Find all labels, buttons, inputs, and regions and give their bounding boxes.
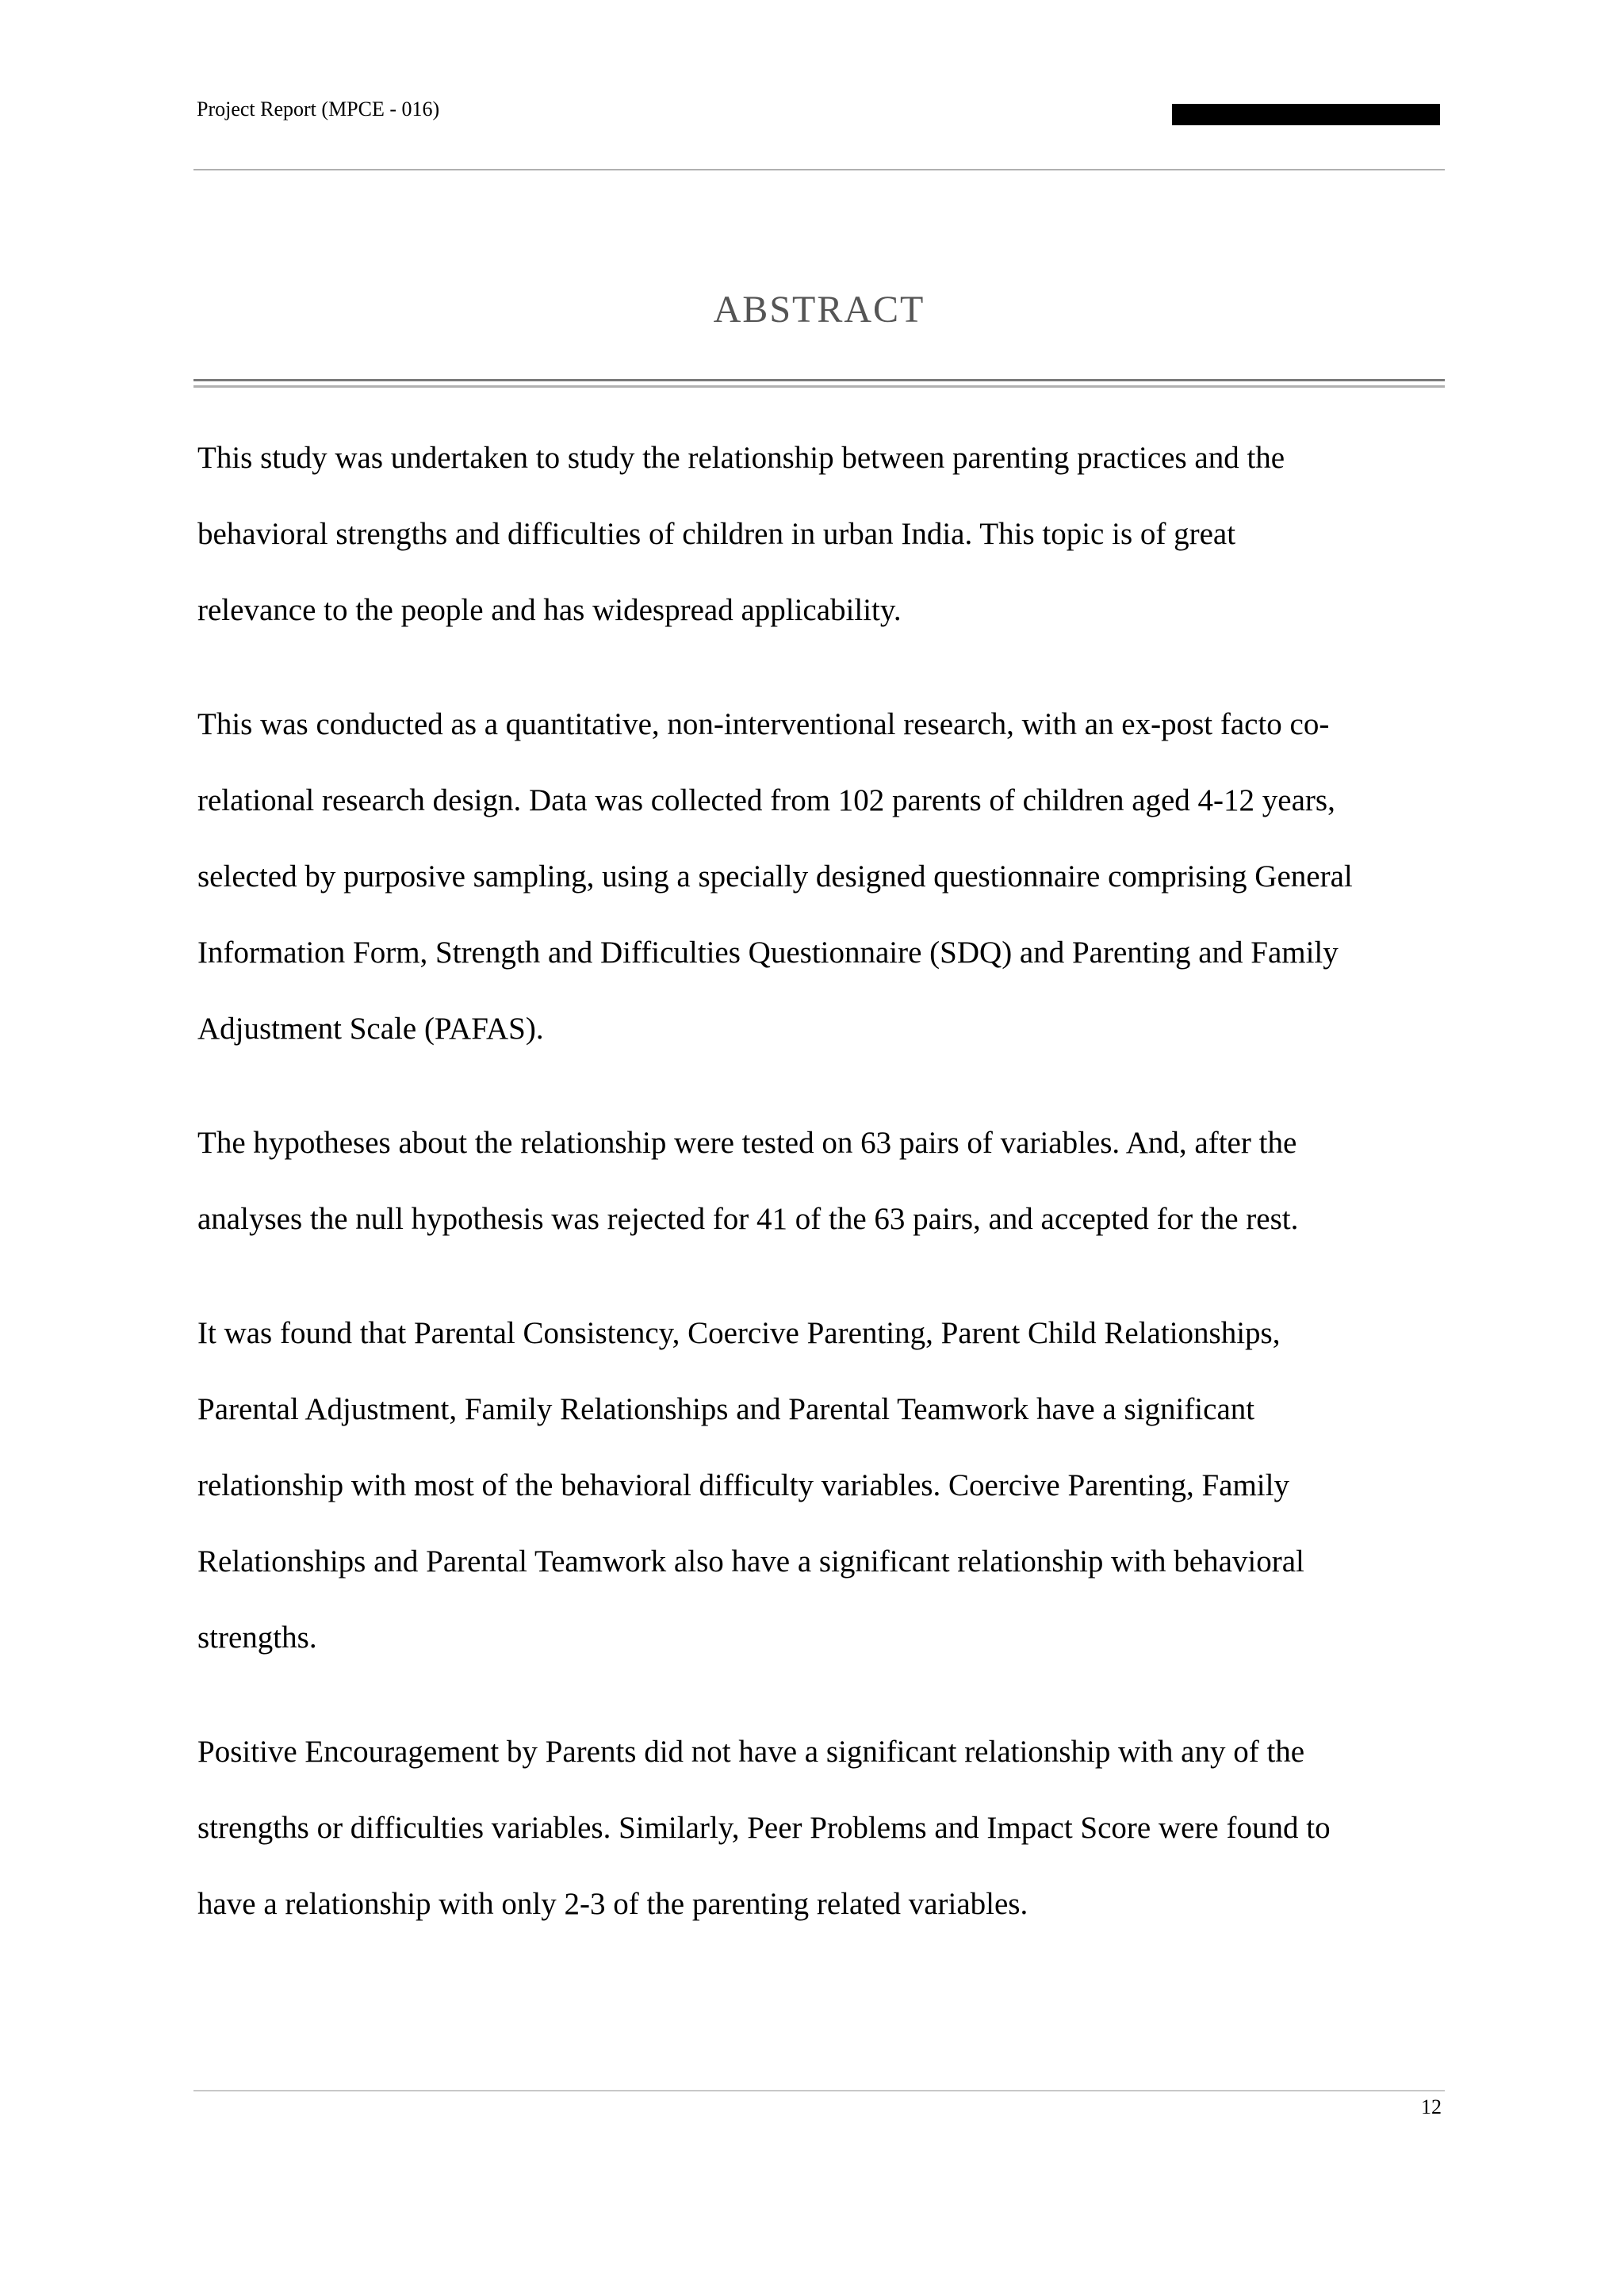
text-line: Information Form, Strength and Difficulties Questionnaire (SDQ) and Parenting and Family	[197, 936, 1339, 970]
paragraph-4	[197, 1295, 1450, 1676]
abstract-body	[197, 420, 1450, 1980]
heading-double-rule	[193, 379, 1445, 388]
redaction-bar	[1172, 104, 1440, 125]
text-line: strengths.	[197, 1621, 317, 1655]
text-line: selected by purposive sampling, using a specially designed questionnaire comprising General	[197, 859, 1353, 894]
text-line: This study was undertaken to study the relationship between parenting practices and the	[197, 441, 1285, 475]
text-line: have a relationship with only 2-3 of the parenting related variables.	[197, 1887, 1028, 1921]
footer-divider	[193, 2090, 1445, 2091]
paragraph-3	[197, 1105, 1450, 1257]
text-line: This was conducted as a quantitative, non-interventional research, with an ex-post facto co-	[197, 707, 1330, 741]
text-line: Parental Adjustment, Family Relationships and Parental Teamwork have a significant	[197, 1392, 1255, 1426]
paragraph-5	[197, 1714, 1450, 1942]
page-number: 12	[1421, 2095, 1442, 2118]
paragraph-1	[197, 420, 1450, 649]
paragraph-2	[197, 687, 1450, 1067]
text-line: analyses the null hypothesis was rejected for 41 of the 63 pairs, and accepted for the rest.	[197, 1202, 1299, 1236]
header-title: Project Report (MPCE - 016)	[197, 98, 440, 121]
text-line: Adjustment Scale (PAFAS).	[197, 1012, 544, 1046]
text-line: relationship with most of the behavioral difficulty variables. Coercive Parenting, Family	[197, 1468, 1289, 1502]
text-line: It was found that Parental Consistency, Coercive Parenting, Parent Child Relationships,	[197, 1316, 1281, 1350]
text-line: behavioral strengths and difficulties of children in urban India. This topic is of great	[197, 517, 1236, 551]
text-line: relevance to the people and has widespread applicability.	[197, 593, 902, 627]
text-line: Relationships and Parental Teamwork also have a significant relationship with behavioral	[197, 1544, 1304, 1578]
text-line: relational research design. Data was collected from 102 parents of children aged 4-12 years,	[197, 783, 1335, 817]
section-heading: ABSTRACT	[713, 289, 925, 331]
text-line: strengths or difficulties variables. Similarly, Peer Problems and Impact Score were found to	[197, 1811, 1331, 1845]
text-line: The hypotheses about the relationship were tested on 63 pairs of variables. And, after the	[197, 1126, 1297, 1160]
header-divider	[193, 169, 1445, 170]
text-line: Positive Encouragement by Parents did not have a significant relationship with any of the	[197, 1735, 1305, 1769]
